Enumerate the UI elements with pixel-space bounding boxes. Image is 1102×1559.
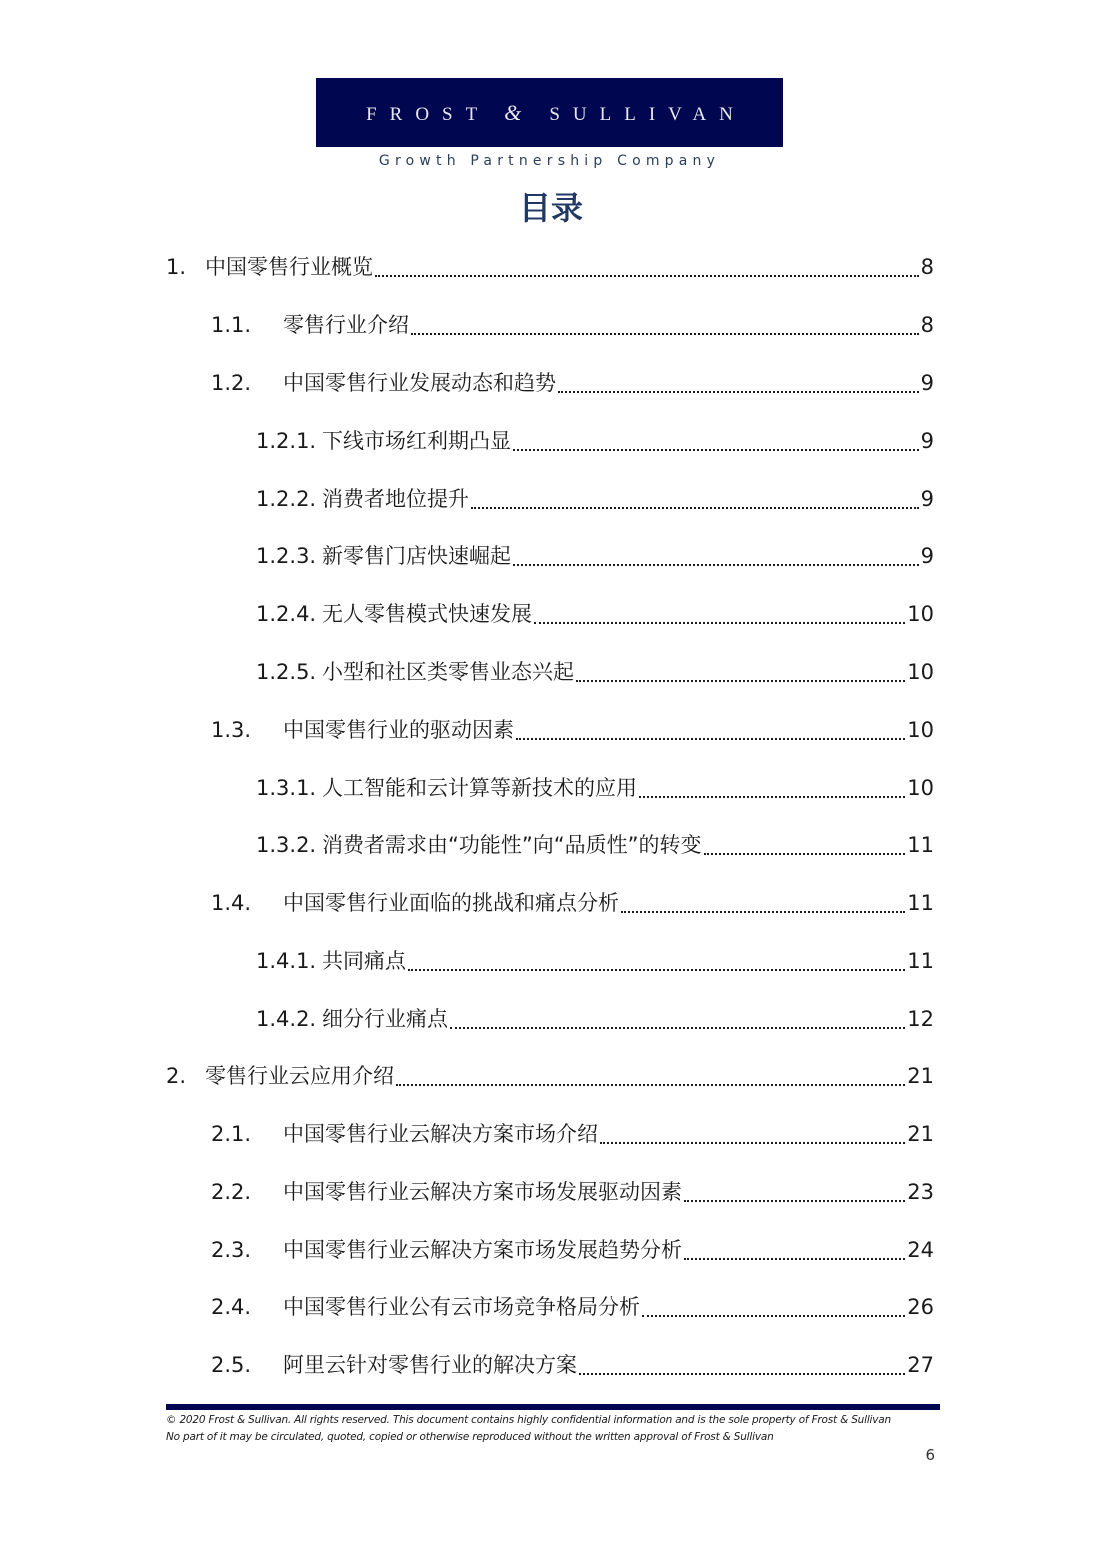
toc-entry[interactable] [256, 768, 934, 808]
dot-leader [579, 1357, 905, 1379]
toc-entry-page: 9 [920, 544, 934, 568]
toc-entry-label: 消费者地位提升 [322, 487, 469, 511]
toc-entry[interactable] [211, 1172, 934, 1212]
toc-entry-page: 11 [907, 891, 934, 915]
toc-entry[interactable] [256, 652, 934, 692]
toc-entry[interactable] [256, 999, 934, 1039]
logo-ampersand: & [504, 99, 522, 125]
toc-entry-label: 下线市场红利期凸显 [322, 429, 511, 453]
toc-entry-number: 1.3.2. [256, 833, 317, 857]
toc-entry-page: 10 [907, 602, 934, 626]
toc-entry[interactable] [211, 1114, 934, 1154]
toc-entry[interactable] [211, 1287, 934, 1327]
toc-entry-number: 1.2.3. [256, 544, 317, 568]
toc-entry-number: 2.5. [211, 1353, 252, 1377]
toc-entry-label: 中国零售行业云解决方案市场介绍 [283, 1122, 598, 1146]
page-title: 目录 [518, 189, 583, 227]
dot-leader [684, 1184, 905, 1206]
toc-entry-page: 24 [907, 1238, 934, 1262]
toc-entry-label: 人工智能和云计算等新技术的应用 [322, 776, 637, 800]
copyright-notice [166, 1412, 946, 1446]
dot-leader [513, 548, 919, 570]
toc-entry[interactable] [256, 421, 934, 461]
toc-entry-number: 1.4. [211, 891, 252, 915]
toc-entry-label: 小型和社区类零售业态兴起 [322, 660, 574, 684]
dot-leader [704, 837, 906, 859]
toc-entry-page: 8 [920, 255, 934, 279]
toc-entry-label: 中国零售行业的驱动因素 [283, 718, 514, 742]
toc-entry-number: 1.2.5. [256, 660, 317, 684]
toc-entry[interactable] [211, 363, 934, 403]
toc-entry-number: 1.2.4. [256, 602, 317, 626]
toc-entry-number: 1.3. [211, 718, 252, 742]
toc-entry-label: 零售行业介绍 [283, 313, 409, 337]
page-number: 6 [925, 1446, 935, 1464]
toc-entry-page: 26 [907, 1295, 934, 1319]
toc-entry-label: 中国零售行业面临的挑战和痛点分析 [283, 891, 619, 915]
toc-entry-label: 无人零售模式快速发展 [322, 602, 532, 626]
toc-entry-number: 1.4.2. [256, 1007, 317, 1031]
toc-entry[interactable] [256, 479, 934, 519]
toc-entry-number: 1.2. [211, 371, 252, 395]
dot-leader [639, 780, 905, 802]
toc-entry-page: 9 [920, 487, 934, 511]
toc-entry[interactable] [211, 710, 934, 750]
toc-entry-label: 中国零售行业云解决方案市场发展驱动因素 [283, 1180, 682, 1204]
dot-leader [471, 491, 919, 513]
dot-leader [558, 375, 919, 397]
dot-leader [534, 606, 905, 628]
toc-entry-label: 细分行业痛点 [322, 1007, 448, 1031]
toc-entry-number: 1.4.1. [256, 949, 317, 973]
toc-entry-label: 零售行业云应用介绍 [205, 1064, 394, 1088]
toc-entry-label: 中国零售行业公有云市场竞争格局分析 [283, 1295, 640, 1319]
toc-entry-page: 11 [907, 833, 934, 857]
toc-entry-page: 11 [907, 949, 934, 973]
toc-entry-number: 1.2.2. [256, 487, 317, 511]
toc-entry-number: 1.2.1. [256, 429, 317, 453]
dot-leader [684, 1242, 905, 1264]
toc-entry[interactable] [211, 305, 934, 345]
toc-entry-page: 23 [907, 1180, 934, 1204]
toc-entry[interactable] [256, 825, 934, 865]
toc-entry[interactable] [256, 594, 934, 634]
toc-entry[interactable] [211, 1345, 934, 1385]
toc-entry[interactable] [256, 536, 934, 576]
toc-entry-page: 9 [920, 429, 934, 453]
dot-leader [576, 664, 905, 686]
toc-entry-label: 中国零售行业云解决方案市场发展趋势分析 [283, 1238, 682, 1262]
toc-entry[interactable] [256, 941, 934, 981]
toc-entry-label: 阿里云针对零售行业的解决方案 [283, 1353, 577, 1377]
copyright-line-2: No part of it may be circulated, quoted, copied or otherwise reproduced without the written approval of Frost & Sullivan [166, 1431, 774, 1443]
footer-divider [166, 1404, 940, 1410]
dot-leader [408, 953, 905, 975]
dot-leader [396, 1068, 905, 1090]
toc-entry-label: 共同痛点 [322, 949, 406, 973]
toc-entry-label: 中国零售行业概览 [205, 255, 373, 279]
toc-entry-page: 27 [907, 1353, 934, 1377]
toc-entry-page: 10 [907, 718, 934, 742]
toc-entry-page: 10 [907, 660, 934, 684]
dot-leader [642, 1299, 905, 1321]
toc-entry-number: 1.1. [211, 313, 252, 337]
toc-entry-number: 1. [166, 255, 187, 279]
toc-entry-page: 21 [907, 1064, 934, 1088]
dot-leader [375, 259, 919, 281]
toc-entry[interactable] [166, 1056, 934, 1096]
toc-entry-number: 2.1. [211, 1122, 252, 1146]
toc-entry-page: 10 [907, 776, 934, 800]
toc-entry-number: 2.3. [211, 1238, 252, 1262]
toc-entry-page: 12 [907, 1007, 934, 1031]
toc-entry-number: 2. [166, 1064, 187, 1088]
dot-leader [513, 433, 919, 455]
copyright-line-1: © 2020 Frost & Sullivan. All rights reserved. This document contains highly confidential information and is the sole property of Frost & Sullivan [166, 1414, 891, 1426]
toc-entry[interactable] [211, 1230, 934, 1270]
frost-sullivan-logo [316, 78, 783, 147]
toc-entry-label: 新零售门店快速崛起 [322, 544, 511, 568]
dot-leader [450, 1011, 905, 1033]
logo-text-sullivan: SULLIVAN [549, 103, 746, 125]
toc-entry-label: 消费者需求由“功能性”向“品质性”的转变 [322, 833, 702, 857]
dot-leader [516, 722, 905, 744]
logo-text-frost: FROST [366, 103, 491, 125]
toc-entry-page: 21 [907, 1122, 934, 1146]
dot-leader [621, 895, 905, 917]
toc-entry[interactable] [166, 247, 934, 287]
toc-entry[interactable] [211, 883, 934, 923]
dot-leader [600, 1126, 905, 1148]
toc-entry-number: 1.3.1. [256, 776, 317, 800]
logo-tagline: Growth Partnership Company [378, 153, 721, 169]
dot-leader [411, 317, 919, 339]
toc-entry-page: 8 [920, 313, 934, 337]
toc-entry-label: 中国零售行业发展动态和趋势 [283, 371, 556, 395]
toc-entry-number: 2.4. [211, 1295, 252, 1319]
toc-entry-page: 9 [920, 371, 934, 395]
logo-wordmark [353, 100, 746, 126]
toc-entry-number: 2.2. [211, 1180, 252, 1204]
